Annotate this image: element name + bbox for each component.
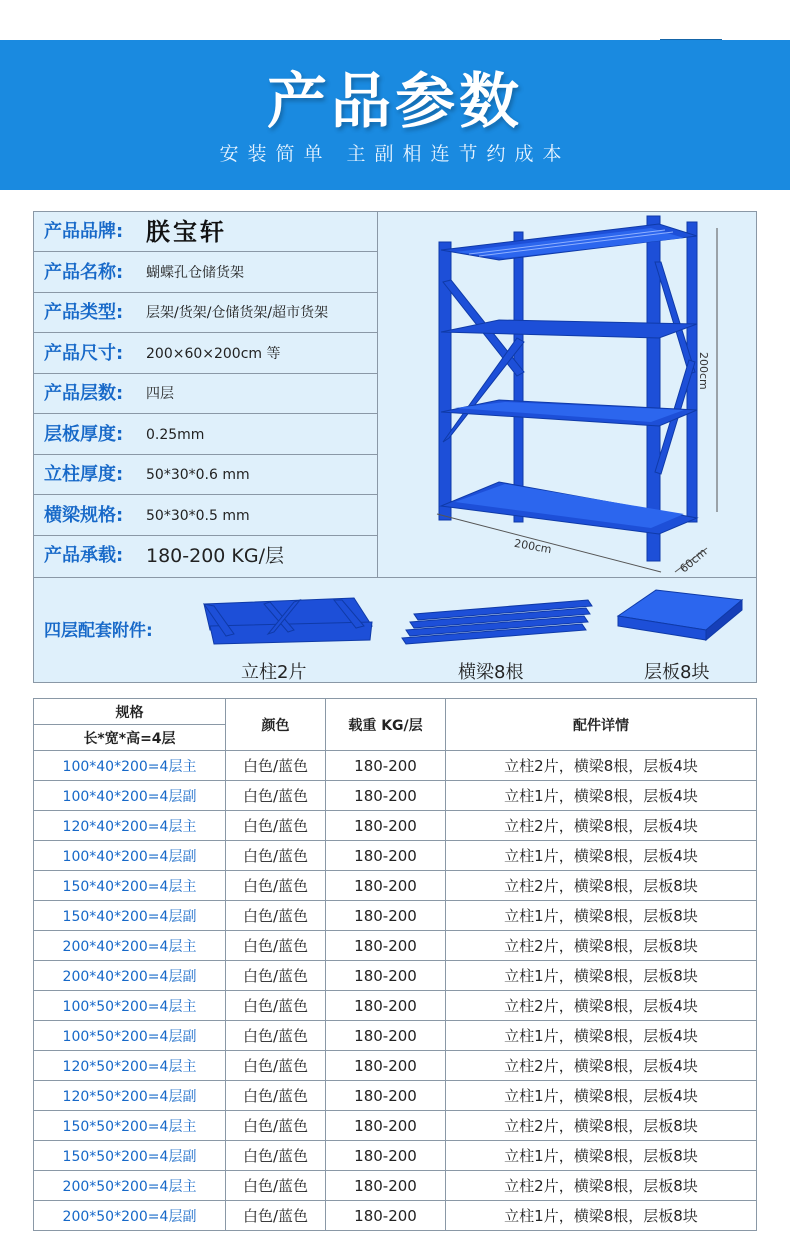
- row-load: 180-200: [326, 1051, 446, 1081]
- table-row: [34, 931, 757, 961]
- row-load: 180-200: [326, 1201, 446, 1231]
- accessory-caption: 横梁8根: [458, 662, 524, 683]
- spec-value: 朕宝轩: [146, 217, 227, 246]
- table-row: [34, 871, 757, 901]
- banner-subtitle: 安装简单 主副相连节约成本: [219, 143, 571, 165]
- spec-row: [34, 334, 377, 374]
- table-row: [34, 1141, 757, 1171]
- row-color: 白色/蓝色: [226, 1111, 326, 1141]
- row-load: 180-200: [326, 781, 446, 811]
- row-load: 180-200: [326, 751, 446, 781]
- row-parts: 立柱1片，横梁8根，层板4块: [446, 1021, 757, 1051]
- row-parts: 立柱2片，横梁8根，层板4块: [446, 751, 757, 781]
- table-row: [34, 841, 757, 871]
- table-row: [34, 1081, 757, 1111]
- spec-row: [34, 293, 377, 333]
- row-spec: 200*50*200=4层副: [34, 1201, 226, 1231]
- row-spec: 150*40*200=4层主: [34, 871, 226, 901]
- row-color: 白色/蓝色: [226, 811, 326, 841]
- spec-label: 产品承载:: [44, 545, 124, 566]
- row-color: 白色/蓝色: [226, 901, 326, 931]
- head-spec-top: 规格: [34, 699, 226, 725]
- table-row: [34, 811, 757, 841]
- spec-row: [34, 374, 377, 414]
- row-color: 白色/蓝色: [226, 751, 326, 781]
- row-spec: 100*50*200=4层副: [34, 1021, 226, 1051]
- row-color: 白色/蓝色: [226, 1141, 326, 1171]
- spec-divider: [377, 212, 378, 577]
- row-load: 180-200: [326, 841, 446, 871]
- row-color: 白色/蓝色: [226, 871, 326, 901]
- spec-label: 立柱厚度:: [44, 464, 124, 485]
- banner-title: 产品参数: [267, 67, 523, 137]
- spec-label: 产品名称:: [44, 261, 124, 283]
- spec-table: [33, 698, 757, 1231]
- spec-row: [34, 212, 377, 252]
- spec-row: [34, 496, 377, 536]
- row-color: 白色/蓝色: [226, 841, 326, 871]
- row-parts: 立柱2片，横梁8根，层板4块: [446, 991, 757, 1021]
- accessory-caption: 层板8块: [644, 662, 710, 683]
- spec-value: 200×60×200cm 等: [146, 345, 281, 362]
- row-load: 180-200: [326, 991, 446, 1021]
- row-color: 白色/蓝色: [226, 961, 326, 991]
- row-color: 白色/蓝色: [226, 1051, 326, 1081]
- spec-value: 四层: [146, 386, 174, 402]
- row-spec: 150*50*200=4层副: [34, 1141, 226, 1171]
- row-spec: 200*40*200=4层主: [34, 931, 226, 961]
- row-parts: 立柱2片，横梁8根，层板4块: [446, 811, 757, 841]
- row-spec: 200*50*200=4层主: [34, 1171, 226, 1201]
- row-parts: 立柱1片，横梁8根，层板8块: [446, 961, 757, 991]
- row-spec: 100*40*200=4层主: [34, 751, 226, 781]
- spec-value: 50*30*0.5 mm: [146, 507, 250, 524]
- row-load: 180-200: [326, 811, 446, 841]
- row-parts: 立柱2片，横梁8根，层板8块: [446, 931, 757, 961]
- rack-dim-width: 200cm: [513, 536, 553, 557]
- table-row: [34, 1051, 757, 1081]
- accessories-label: 四层配套附件:: [44, 621, 153, 641]
- row-parts: 立柱2片，横梁8根，层板8块: [446, 1111, 757, 1141]
- accessories-illustration: [34, 578, 756, 658]
- upright-frame-icon: [204, 598, 372, 644]
- shelf-board-icon: [618, 590, 742, 640]
- spec-row: [34, 536, 377, 576]
- row-color: 白色/蓝色: [226, 1081, 326, 1111]
- row-color: 白色/蓝色: [226, 1021, 326, 1051]
- table-row: [34, 991, 757, 1021]
- head-parts: 配件详情: [446, 699, 757, 751]
- spec-row: [34, 415, 377, 455]
- spec-row: [34, 253, 377, 293]
- table-row: [34, 1201, 757, 1231]
- table-row: [34, 961, 757, 991]
- row-parts: 立柱1片，横梁8根，层板8块: [446, 901, 757, 931]
- table-row: [34, 1171, 757, 1201]
- row-load: 180-200: [326, 1141, 446, 1171]
- spec-label: 产品层数:: [44, 383, 124, 404]
- rack-dim-depth: 60cm: [677, 545, 710, 576]
- row-load: 180-200: [326, 1111, 446, 1141]
- row-load: 180-200: [326, 1081, 446, 1111]
- rack-dim-height: 200cm: [697, 352, 710, 390]
- row-color: 白色/蓝色: [226, 931, 326, 961]
- row-load: 180-200: [326, 961, 446, 991]
- spec-value: 蝴蝶孔仓储货架: [146, 264, 244, 281]
- row-spec: 120*50*200=4层主: [34, 1051, 226, 1081]
- rack-illustration: [429, 212, 756, 577]
- accessory-caption: 立柱2片: [241, 662, 307, 683]
- row-load: 180-200: [326, 901, 446, 931]
- head-spec-bottom: 长*宽*高=4层: [34, 725, 226, 751]
- spec-row: [34, 455, 377, 495]
- row-parts: 立柱2片，横梁8根，层板8块: [446, 1171, 757, 1201]
- row-parts: 立柱1片，横梁8根，层板4块: [446, 781, 757, 811]
- row-parts: 立柱1片，横梁8根，层板8块: [446, 1141, 757, 1171]
- row-spec: 120*40*200=4层主: [34, 811, 226, 841]
- row-color: 白色/蓝色: [226, 781, 326, 811]
- row-spec: 100*40*200=4层副: [34, 841, 226, 871]
- row-spec: 200*40*200=4层副: [34, 961, 226, 991]
- spec-panel: [33, 211, 757, 683]
- table-row: [34, 751, 757, 781]
- row-parts: 立柱2片，横梁8根，层板8块: [446, 871, 757, 901]
- spec-label: 层板厚度:: [44, 423, 124, 445]
- spec-label: 产品类型:: [44, 302, 124, 323]
- head-load: 载重 KG/层: [326, 699, 446, 751]
- row-spec: 120*50*200=4层副: [34, 1081, 226, 1111]
- spec-value: 50*30*0.6 mm: [146, 467, 250, 483]
- row-load: 180-200: [326, 1171, 446, 1201]
- beam-icon: [402, 600, 592, 644]
- row-parts: 立柱2片，横梁8根，层板4块: [446, 1051, 757, 1081]
- row-load: 180-200: [326, 871, 446, 901]
- row-spec: 150*40*200=4层副: [34, 901, 226, 931]
- row-color: 白色/蓝色: [226, 1171, 326, 1201]
- spec-value: 180-200 KG/层: [146, 545, 285, 567]
- row-spec: 150*50*200=4层主: [34, 1111, 226, 1141]
- table-row: [34, 1021, 757, 1051]
- spec-value: 0.25mm: [146, 426, 205, 443]
- row-spec: 100*40*200=4层副: [34, 781, 226, 811]
- row-spec: 100*50*200=4层主: [34, 991, 226, 1021]
- table-row: [34, 1111, 757, 1141]
- row-parts: 立柱1片，横梁8根，层板8块: [446, 1201, 757, 1231]
- row-load: 180-200: [326, 931, 446, 961]
- row-color: 白色/蓝色: [226, 1201, 326, 1231]
- row-load: 180-200: [326, 1021, 446, 1051]
- spec-value: 层架/货架/仓储货架/超市货架: [146, 305, 329, 321]
- table-row: [34, 781, 757, 811]
- row-parts: 立柱1片，横梁8根，层板4块: [446, 841, 757, 871]
- spec-label: 产品尺寸:: [44, 342, 124, 364]
- row-parts: 立柱1片，横梁8根，层板4块: [446, 1081, 757, 1111]
- row-color: 白色/蓝色: [226, 991, 326, 1021]
- spec-label: 产品品牌:: [44, 221, 124, 242]
- table-row: [34, 901, 757, 931]
- top-margin: [0, 0, 790, 40]
- head-color: 颜色: [226, 699, 326, 751]
- spec-label: 横梁规格:: [44, 504, 124, 526]
